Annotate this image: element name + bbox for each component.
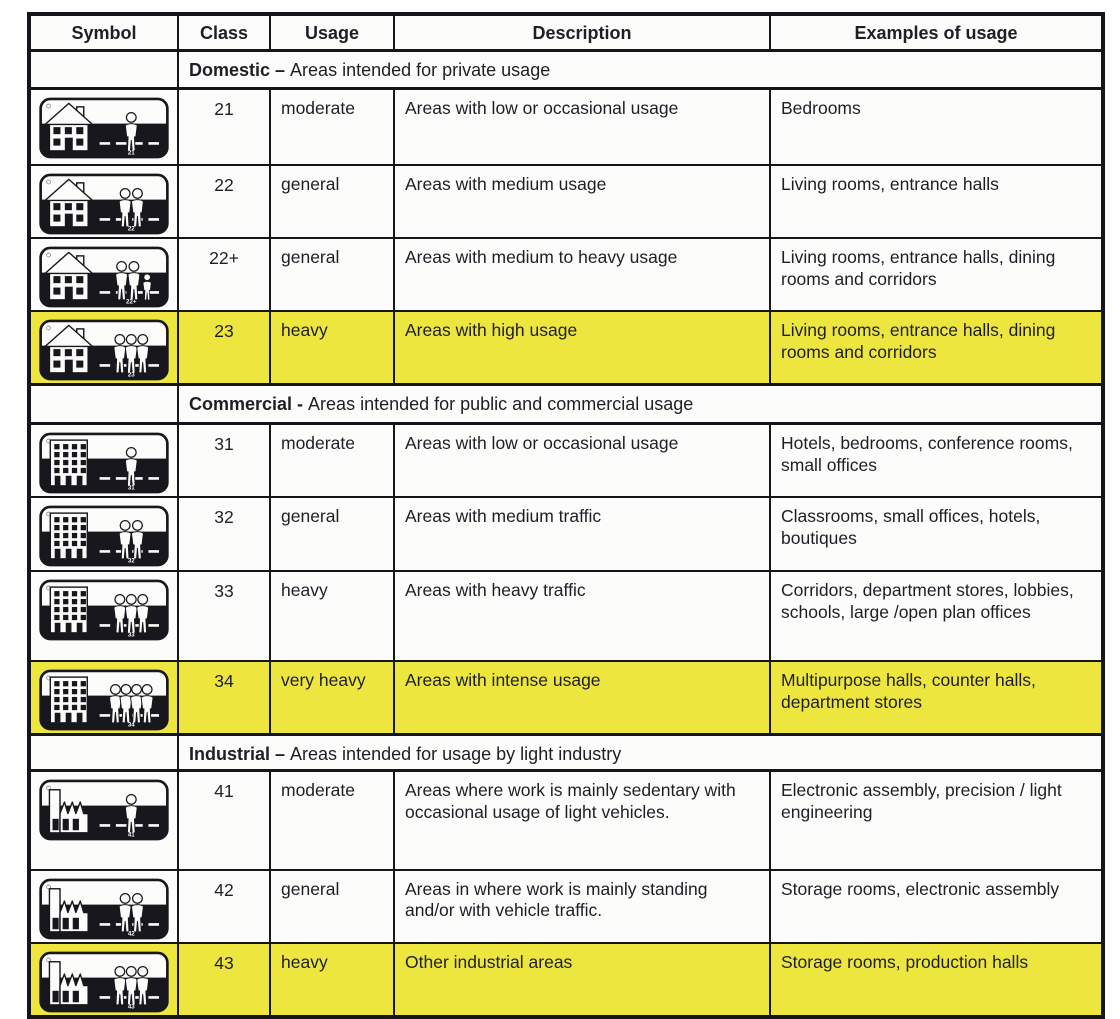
svg-text:32: 32	[127, 557, 135, 565]
section-heading-bold: Commercial -	[189, 394, 309, 414]
section-heading	[178, 385, 1103, 424]
svg-text:23: 23	[127, 371, 135, 379]
examples-cell: Living rooms, entrance halls, dining rooms and corridors	[770, 311, 1103, 385]
symbol-cell	[29, 661, 178, 735]
factory-1-person-icon	[38, 778, 170, 842]
svg-text:22: 22	[127, 225, 135, 233]
building-1-person-icon	[38, 431, 170, 495]
table-row-42	[29, 870, 1103, 943]
class-cell: 23	[178, 311, 270, 385]
symbol-cell	[29, 771, 178, 870]
table-row-23	[29, 311, 1103, 385]
svg-text:21: 21	[127, 148, 135, 156]
building-4-persons-icon	[38, 668, 170, 732]
section-heading-rest: Areas intended for private usage	[290, 59, 551, 80]
table-row-31	[29, 424, 1103, 498]
usage-cell: very heavy	[270, 661, 394, 735]
house-3-persons-icon	[38, 318, 170, 382]
symbol-cell	[29, 424, 178, 498]
svg-text:34: 34	[127, 721, 135, 729]
class-cell: 43	[178, 943, 270, 1017]
usage-class-table	[27, 12, 1105, 1019]
symbol-cell	[29, 943, 178, 1017]
class-cell: 31	[178, 424, 270, 498]
usage-cell: moderate	[270, 771, 394, 870]
col-header-class: Class	[178, 14, 270, 50]
class-cell: 42	[178, 870, 270, 943]
usage-cell: heavy	[270, 571, 394, 661]
examples-cell: Living rooms, entrance halls, dining rooms and corridors	[770, 238, 1103, 311]
header-row	[29, 14, 1103, 50]
table-row-21	[29, 88, 1103, 165]
house-2-persons-child-icon	[38, 245, 170, 309]
usage-cell: general	[270, 497, 394, 571]
examples-cell: Bedrooms	[770, 88, 1103, 165]
usage-cell: heavy	[270, 943, 394, 1017]
symbol-cell	[29, 311, 178, 385]
examples-cell: Multipurpose halls, counter halls, department stores	[770, 661, 1103, 735]
description-cell: Areas with low or occasional usage	[394, 424, 770, 498]
factory-2-persons-icon	[38, 877, 170, 941]
examples-cell: Storage rooms, electronic assembly	[770, 870, 1103, 943]
usage-cell: heavy	[270, 311, 394, 385]
examples-cell: Corridors, department stores, lobbies, schools, large /open plan offices	[770, 571, 1103, 661]
usage-cell: moderate	[270, 88, 394, 165]
building-3-persons-icon	[38, 578, 170, 642]
section-symbol-cell	[29, 735, 178, 771]
section-symbol-cell	[29, 50, 178, 88]
symbol-cell	[29, 238, 178, 311]
description-cell: Areas with medium to heavy usage	[394, 238, 770, 311]
usage-cell: moderate	[270, 424, 394, 498]
description-cell: Areas with medium traffic	[394, 497, 770, 571]
section-heading	[178, 735, 1103, 771]
class-cell: 34	[178, 661, 270, 735]
table-row-22	[29, 165, 1103, 238]
col-header-symbol: Symbol	[29, 14, 178, 50]
class-cell: 41	[178, 771, 270, 870]
usage-cell: general	[270, 870, 394, 943]
class-cell: 33	[178, 571, 270, 661]
examples-cell: Hotels, bedrooms, conference rooms, small offices	[770, 424, 1103, 498]
section-heading-rest: Areas intended for usage by light industry	[290, 744, 622, 764]
examples-cell: Storage rooms, production halls	[770, 943, 1103, 1017]
description-cell: Areas with high usage	[394, 311, 770, 385]
table-row-22plus	[29, 238, 1103, 311]
table-row-34	[29, 661, 1103, 735]
class-cell: 21	[178, 88, 270, 165]
examples-cell: Electronic assembly, precision / light engineering	[770, 771, 1103, 870]
description-cell: Areas with medium usage	[394, 165, 770, 238]
class-cell: 22	[178, 165, 270, 238]
col-header-description: Description	[394, 14, 770, 50]
symbol-cell	[29, 497, 178, 571]
description-cell: Areas with heavy traffic	[394, 571, 770, 661]
examples-cell: Living rooms, entrance halls	[770, 165, 1103, 238]
description-cell: Other industrial areas	[394, 943, 770, 1017]
col-header-examples: Examples of usage	[770, 14, 1103, 50]
house-1-person-icon	[38, 96, 170, 160]
svg-text:42: 42	[127, 929, 135, 937]
factory-3-persons-icon	[38, 950, 170, 1014]
section-symbol-cell	[29, 385, 178, 424]
col-header-usage: Usage	[270, 14, 394, 50]
description-cell: Areas in where work is mainly standing and/or with vehicle traffic.	[394, 870, 770, 943]
section-heading-bold: Domestic –	[189, 59, 291, 80]
table-row-41	[29, 771, 1103, 870]
description-cell: Areas with low or occasional usage	[394, 88, 770, 165]
table-row-33	[29, 571, 1103, 661]
section-row-domestic	[29, 50, 1103, 88]
class-cell: 32	[178, 497, 270, 571]
class-cell: 22+	[178, 238, 270, 311]
table-row-43	[29, 943, 1103, 1017]
svg-text:33: 33	[127, 631, 135, 639]
section-heading	[178, 50, 1103, 88]
examples-cell: Classrooms, small offices, hotels, boutiques	[770, 497, 1103, 571]
symbol-cell	[29, 870, 178, 943]
svg-text:31: 31	[127, 484, 135, 492]
section-heading-bold: Industrial –	[189, 744, 291, 764]
building-2-persons-icon	[38, 504, 170, 568]
usage-cell: general	[270, 238, 394, 311]
section-row-commercial	[29, 385, 1103, 424]
symbol-cell	[29, 165, 178, 238]
symbol-cell	[29, 571, 178, 661]
symbol-cell	[29, 88, 178, 165]
usage-cell: general	[270, 165, 394, 238]
section-heading-rest: Areas intended for public and commercial usage	[308, 394, 694, 414]
table-row-32	[29, 497, 1103, 571]
section-row-industrial	[29, 735, 1103, 771]
svg-text:43: 43	[127, 1002, 135, 1010]
description-cell: Areas with intense usage	[394, 661, 770, 735]
house-2-persons-icon	[38, 172, 170, 236]
description-cell: Areas where work is mainly sedentary with occasional usage of light vehicles.	[394, 771, 770, 870]
svg-text:22+: 22+	[126, 298, 137, 306]
svg-text:41: 41	[127, 831, 135, 839]
